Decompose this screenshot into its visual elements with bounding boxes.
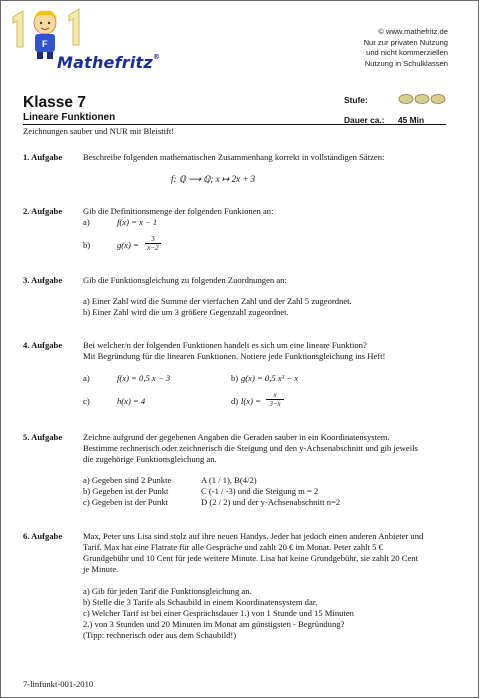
task-1-label: 1. Aufgabe [23,152,63,162]
task-4-label: 4. Aufgabe [23,340,63,350]
task-2b-label: b) [83,240,91,250]
task-2b-formula-lhs: g(x) = [117,240,139,250]
level-label: Stufe: [344,95,368,105]
fraction-numerator: x [273,391,277,399]
task-3-label: 3. Aufgabe [23,275,63,285]
task-2a-formula: f(x) = x − 1 [117,217,158,227]
task-2-text: Gib die Definitionsmenge der folgenden Funkionen an: [83,206,274,216]
document-id-footer: 7-linfunkt-001-2010 [23,679,94,689]
task-6-line: Max, Peter uns Lisa sind stolz auf ihre neuen Handys. Jeder hat jedoch einen anderen Anbieter und [83,531,424,541]
task-5b-label: b) Gegeben ist der Punkt [83,486,169,496]
task-4b-formula: g(x) = 0,5 x³ − x [241,373,299,383]
task-5-line: die zugehörige Funktionsgleichung an. [83,454,217,464]
task-6-item: a) Gib für jeden Tarif die Funktionsgleichung an. [83,586,252,596]
task-4b-label: b) [231,373,239,383]
svg-text:F: F [42,39,48,49]
level-indicator-icon [398,93,446,105]
task-2b-fraction [145,235,161,252]
task-4a-label: a) [83,373,90,383]
mathefritz-logo [7,7,161,73]
fraction-numerator: 3 [151,235,155,243]
logo-wordmark: Mathefritz® [57,53,161,72]
duration-value: 45 Min [398,115,425,125]
copyright-line: Nutzung in Schulklassen [364,58,448,68]
task-2a-label: a) [83,217,90,227]
task-4c-formula: h(x) = 4 [117,396,146,406]
pencil-note: Zeichnungen sauber und NUR mit Bleistift! [23,126,175,136]
task-2-label: 2. Aufgabe [23,206,63,216]
task-5-label: 5. Aufgabe [23,432,63,442]
task-6-line: Grundgebühr und 10 Cent für jede weitere Minute. Lisa hat keine Grundgebühr, sie zahlt 20 Cent [83,553,418,563]
fraction-denominator: x−2 [145,243,161,252]
task-3-item: b) Einer Zahl wird die um 3 größere Gegenzahl zugeordnet. [83,307,289,317]
task-6-item: 2.) von 3 Stunden und 20 Minuten im Monat am günstigsten - Begründung? [83,619,345,629]
task-4-line: Bei welcher/n der folgenden Funktionen handelt es sich um eine lineare Funktion? [83,340,367,350]
copyright-line: und nicht kommerziellen [366,48,448,57]
task-4-line: Mit Begründung für die linearen Funktionen. Notiere jede Funktionsgleichung ins Heft! [83,351,386,361]
copyright-line: © www.mathefritz.de [378,27,448,36]
task-5b-value: C (-1 / -3) und die Steigung m = 2 [201,486,319,496]
task-6-line: je Minute. [83,564,119,574]
task-3-item: a) Einer Zahl wird die Summe der vierfachen Zahl und der Zahl 5 zugeordnet. [83,296,352,306]
task-5c-value: D (2 / 2) und der y-Achsenabschnitt n=2 [201,497,341,507]
task-6-label: 6. Aufgabe [23,531,63,541]
task-4a-formula: f(x) = 0,5 x − 3 [117,373,171,383]
duration-label: Dauer ca.: [344,115,385,125]
task-4d-formula-lhs: l(x) = [241,396,261,406]
task-4c-label: c) [83,396,90,406]
header-divider [23,124,446,125]
class-title: Klasse 7 [23,94,86,111]
task-6-line: Tarif. Max hat eine Flatrate für alle Gespräche und zahlt 20 € im Monat. Peter zahlt 5 € [83,542,383,552]
task-6-item: b) Stelle die 3 Tarife als Schaubild in einem Koordinatensystem dar. [83,597,318,607]
task-3-text: Gib die Funktionsgleichung zu folgenden Zuordnungen an: [83,275,287,285]
copyright-notice [308,27,448,69]
task-1-text: Beschreibe folgenden mathematischen Zusammenhang korrekt in vollständigen Sätzen: [83,152,385,162]
task-4d-label: d) [231,396,239,406]
task-5-line: Zeichne aufgrund der gegebenen Angaben die Geraden sauber in ein Koordinatensystem. [83,432,390,442]
task-5c-label: c) Gegeben ist der Punkt [83,497,168,507]
task-6-item: (Tipp: rechnerisch oder aus dem Schaubild!) [83,630,237,640]
task-5a-label: a) Gegeben sind 2 Punkte [83,475,172,485]
task-6-item: c) Welcher Tarif ist bei einer Gesprächsdauer 1.) von 1 Stunde und 15 Minuten [83,608,354,618]
fraction-denominator: 3−x [266,399,284,408]
task-5a-value: A (1 / 1), B(4/2) [201,475,257,485]
task-5-line: Bestimme rechnerisch oder zeichnerisch die Steigung und den y-Achsenabschnitt und gib jeweils [83,443,418,453]
copyright-line: Nur zur privaten Nutzung [363,37,448,47]
task-4d-fraction [266,391,284,408]
task-1-formula: f: ℚ ⟶ ℚ; x ↦ 2x + 3 [171,174,256,184]
topic-title: Lineare Funktionen [23,112,116,123]
